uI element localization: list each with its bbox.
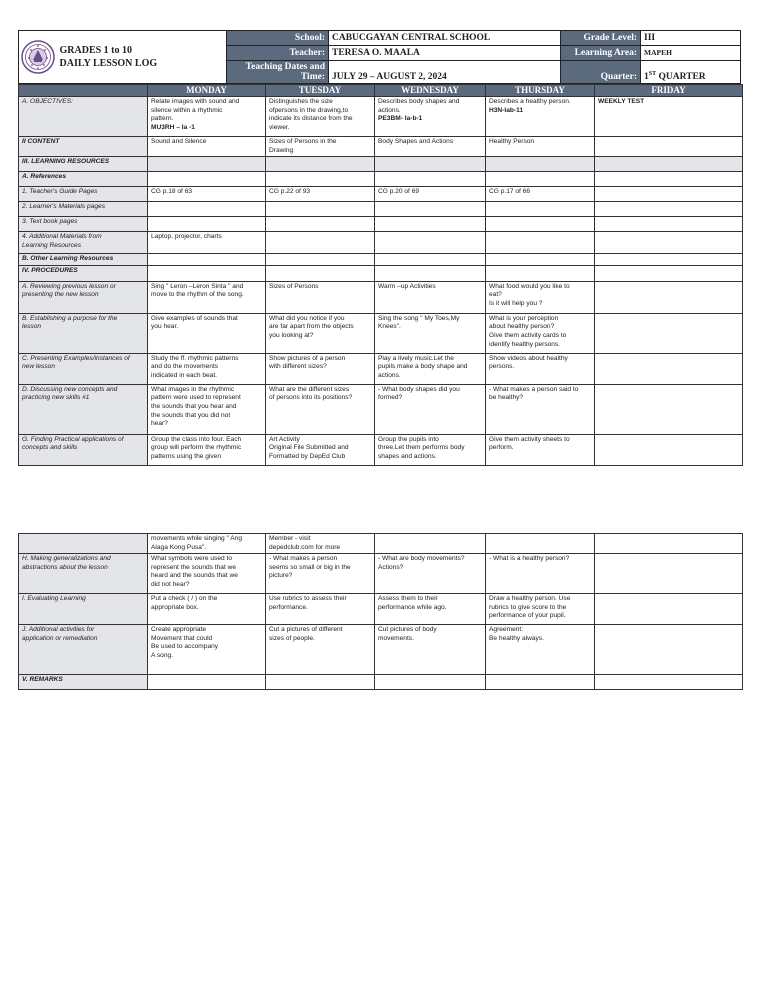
cell-tuesday bbox=[266, 217, 375, 232]
cell-wednesday: CG p.20 of 69 bbox=[375, 187, 486, 202]
row-label: II CONTENT bbox=[19, 137, 148, 157]
teacher-value: TERESA O. MAALA bbox=[329, 46, 561, 61]
row-label: J. Additional activities for application or remediation bbox=[19, 625, 148, 675]
cell-friday bbox=[595, 675, 743, 690]
cell-wednesday bbox=[375, 157, 486, 172]
cell-tuesday: Member - visit depedclub.com for more bbox=[266, 534, 375, 554]
row-label: V. REMARKS bbox=[19, 675, 148, 690]
cell-thursday bbox=[486, 157, 595, 172]
cell-monday: Create appropriate Movement that could Be used to accompany A song. bbox=[148, 625, 266, 675]
table-row bbox=[19, 534, 743, 554]
row-label: IV. PROCEDURES bbox=[19, 265, 148, 281]
cell-tuesday: Distinguishes the size ofpersons in the drawing,to indicate its distance from the viewer. bbox=[266, 97, 375, 137]
row-label: G. Finding Practical applications of concepts and skills bbox=[19, 434, 148, 465]
cell-friday bbox=[595, 625, 743, 675]
cell-friday bbox=[595, 434, 743, 465]
table-row bbox=[19, 157, 743, 172]
cell-thursday bbox=[486, 172, 595, 187]
cell-thursday: Healthy Person bbox=[486, 137, 595, 157]
grade-label: Grade Level: bbox=[561, 31, 641, 46]
cell-thursday: Show videos about healthy persons. bbox=[486, 353, 595, 384]
title-line-2: DAILY LESSON LOG bbox=[59, 58, 158, 69]
title-line-1: GRADES 1 to 10 bbox=[59, 45, 133, 56]
cell-tuesday bbox=[266, 202, 375, 217]
document-title bbox=[57, 31, 227, 84]
school-label: School: bbox=[227, 31, 329, 46]
table-row bbox=[19, 554, 743, 594]
cell-wednesday: Warm –up Activities bbox=[375, 281, 486, 313]
cell-tuesday bbox=[266, 232, 375, 254]
table-row bbox=[19, 202, 743, 217]
cell-thursday bbox=[486, 534, 595, 554]
cell-friday bbox=[595, 594, 743, 625]
dates-label: Teaching Dates and Time: bbox=[227, 61, 329, 84]
cell-tuesday bbox=[266, 157, 375, 172]
table-row bbox=[19, 384, 743, 434]
table-row bbox=[19, 434, 743, 465]
cell-monday bbox=[148, 254, 266, 266]
cell-friday bbox=[595, 353, 743, 384]
cell-wednesday: Body Shapes and Actions bbox=[375, 137, 486, 157]
cell-monday: Put a check ( / ) on the appropriate box. bbox=[148, 594, 266, 625]
row-label: A. OBJECTIVES: bbox=[19, 97, 148, 137]
cell-friday: WEEKLY TEST bbox=[595, 97, 743, 137]
cell-friday bbox=[595, 202, 743, 217]
deped-seal-logo bbox=[19, 31, 57, 84]
row-label: 4. Additional Materials from Learning Resources bbox=[19, 232, 148, 254]
cell-monday: What images in the rhythmic pattern were used to represent the sounds that you hear and the sounds that you did not hear? bbox=[148, 384, 266, 434]
cell-wednesday: Play a lively music.Let the pupils make a body shape and actions. bbox=[375, 353, 486, 384]
row-label: III. LEARNING RESOURCES bbox=[19, 157, 148, 172]
cell-tuesday: CG p.22 of 93 bbox=[266, 187, 375, 202]
cell-wednesday bbox=[375, 217, 486, 232]
row-label: A. References bbox=[19, 172, 148, 187]
cell-tuesday: Sizes of Persons in the Drawing bbox=[266, 137, 375, 157]
table-row bbox=[19, 625, 743, 675]
cell-thursday: Give them activity sheets to perform. bbox=[486, 434, 595, 465]
cell-wednesday bbox=[375, 232, 486, 254]
seal-icon bbox=[21, 37, 55, 77]
cell-tuesday: What did you notice if you are far apart from the objects you looking at? bbox=[266, 313, 375, 353]
table-row bbox=[19, 675, 743, 690]
cell-monday: What symbols were used to represent the sounds that we heard and the sounds that we did not hear? bbox=[148, 554, 266, 594]
cell-monday bbox=[148, 217, 266, 232]
lesson-log-table-continued bbox=[18, 533, 743, 690]
table-row bbox=[19, 232, 743, 254]
quarter-label: Quarter: bbox=[561, 61, 641, 84]
table-row bbox=[19, 137, 743, 157]
cell-tuesday: What are the different sizes of persons into its positions? bbox=[266, 384, 375, 434]
cell-wednesday: Cut pictures of body movements. bbox=[375, 625, 486, 675]
row-label: 3. Text book pages bbox=[19, 217, 148, 232]
cell-tuesday bbox=[266, 265, 375, 281]
cell-thursday: CG p.17 of 66 bbox=[486, 187, 595, 202]
cell-friday bbox=[595, 554, 743, 594]
cell-wednesday bbox=[375, 172, 486, 187]
cell-friday bbox=[595, 254, 743, 266]
day-header-wednesday: WEDNESDAY bbox=[375, 85, 486, 97]
cell-tuesday: - What makes a person seems so small or big in the picture? bbox=[266, 554, 375, 594]
cell-monday bbox=[148, 675, 266, 690]
table-row bbox=[19, 313, 743, 353]
row-label: D. Discussing new concepts and practicing new skills #1 bbox=[19, 384, 148, 434]
cell-wednesday: - What body shapes did you formed? bbox=[375, 384, 486, 434]
cell-wednesday: Group the pupils into three.Let them performs body shapes and actions. bbox=[375, 434, 486, 465]
dates-value: JULY 29 – AUGUST 2, 2024 bbox=[329, 61, 561, 84]
table-row bbox=[19, 217, 743, 232]
cell-friday bbox=[595, 281, 743, 313]
lesson-log-table bbox=[18, 84, 743, 466]
table-row bbox=[19, 187, 743, 202]
row-label: A. Reviewing previous lesson or presenting the new lesson bbox=[19, 281, 148, 313]
cell-thursday bbox=[486, 217, 595, 232]
cell-monday bbox=[148, 157, 266, 172]
cell-tuesday: Art Activity Original File Submitted and Formatted by DepEd Club bbox=[266, 434, 375, 465]
cell-tuesday: Use rubrics to assess their performance. bbox=[266, 594, 375, 625]
cell-monday: movements while singing " Ang Alaga Kong Pusa". bbox=[148, 534, 266, 554]
cell-monday: Sound and Silence bbox=[148, 137, 266, 157]
cell-friday bbox=[595, 187, 743, 202]
cell-thursday: - What is a healthy person? bbox=[486, 554, 595, 594]
cell-wednesday bbox=[375, 202, 486, 217]
cell-tuesday bbox=[266, 254, 375, 266]
table-row bbox=[19, 97, 743, 137]
cell-friday bbox=[595, 157, 743, 172]
day-header-tuesday: TUESDAY bbox=[266, 85, 375, 97]
cell-wednesday bbox=[375, 675, 486, 690]
cell-thursday bbox=[486, 202, 595, 217]
cell-monday bbox=[148, 172, 266, 187]
cell-monday: Group the class into four. Each group will perform the rhythmic patterns using the given bbox=[148, 434, 266, 465]
day-header-row bbox=[19, 85, 743, 97]
row-label: H. Making generalizations and abstractions about the lesson bbox=[19, 554, 148, 594]
cell-thursday: Agreement: Be healthy always. bbox=[486, 625, 595, 675]
day-header-thursday: THURSDAY bbox=[486, 85, 595, 97]
row-label: B. Establishing a purpose for the lesson bbox=[19, 313, 148, 353]
cell-tuesday: Cut a pictures of different sizes of people. bbox=[266, 625, 375, 675]
cell-thursday bbox=[486, 232, 595, 254]
cell-wednesday: Describes body shapes and actions. PE3BM- Ia-b-1 bbox=[375, 97, 486, 137]
row-label: B. Other Learning Resources bbox=[19, 254, 148, 266]
cell-friday bbox=[595, 232, 743, 254]
cell-tuesday bbox=[266, 675, 375, 690]
cell-friday bbox=[595, 217, 743, 232]
header-table bbox=[18, 30, 741, 84]
cell-monday: Sing " Leron –Leron Sinta " and move to the rhythm of the song. bbox=[148, 281, 266, 313]
cell-thursday bbox=[486, 265, 595, 281]
cell-thursday bbox=[486, 254, 595, 266]
table-row bbox=[19, 172, 743, 187]
row-label: 1. Teacher's Guide Pages bbox=[19, 187, 148, 202]
cell-tuesday: Sizes of Persons bbox=[266, 281, 375, 313]
cell-thursday: - What makes a person said to be healthy? bbox=[486, 384, 595, 434]
cell-thursday: Draw a healthy person. Use rubrics to give score to the performance of your pupil. bbox=[486, 594, 595, 625]
day-header-blank bbox=[19, 85, 148, 97]
cell-wednesday bbox=[375, 265, 486, 281]
cell-thursday: Describes a healthy person. H3N-Iab-11 bbox=[486, 97, 595, 137]
cell-wednesday: Sing the song " My Toes,My Knees". bbox=[375, 313, 486, 353]
cell-thursday bbox=[486, 675, 595, 690]
table-row bbox=[19, 594, 743, 625]
table-row bbox=[19, 281, 743, 313]
cell-friday bbox=[595, 313, 743, 353]
learning-area-label: Learning Area: bbox=[561, 46, 641, 61]
cell-wednesday bbox=[375, 254, 486, 266]
cell-friday bbox=[595, 534, 743, 554]
grade-value: III bbox=[641, 31, 741, 46]
cell-wednesday: - What are body movements? Actions? bbox=[375, 554, 486, 594]
cell-thursday: What food would you like to eat? Is it will help you ? bbox=[486, 281, 595, 313]
cell-monday: Laptop, projector, charts bbox=[148, 232, 266, 254]
table-row bbox=[19, 265, 743, 281]
cell-monday: Study the ff. rhythmic patterns and do the movements indicated in each beat. bbox=[148, 353, 266, 384]
teacher-label: Teacher: bbox=[227, 46, 329, 61]
row-label: I. Evaluating Learning bbox=[19, 594, 148, 625]
cell-friday bbox=[595, 172, 743, 187]
cell-wednesday: Assess them to their performance while ago. bbox=[375, 594, 486, 625]
cell-friday bbox=[595, 265, 743, 281]
cell-thursday: What is your perception about healthy person? Give them activity cards to identify healthy persons. bbox=[486, 313, 595, 353]
cell-monday bbox=[148, 202, 266, 217]
row-label: 2. Learner's Materials pages bbox=[19, 202, 148, 217]
cell-friday bbox=[595, 384, 743, 434]
day-header-friday: FRIDAY bbox=[595, 85, 743, 97]
cell-wednesday bbox=[375, 534, 486, 554]
cell-friday bbox=[595, 137, 743, 157]
learning-area-value: MAPEH bbox=[641, 46, 741, 61]
cell-monday: CG p.18 of 63 bbox=[148, 187, 266, 202]
day-header-monday: MONDAY bbox=[148, 85, 266, 97]
cell-tuesday: Show pictures of a person with different sizes? bbox=[266, 353, 375, 384]
cell-monday: Give examples of sounds that you hear. bbox=[148, 313, 266, 353]
cell-monday bbox=[148, 265, 266, 281]
school-value: CABUCGAYAN CENTRAL SCHOOL bbox=[329, 31, 561, 46]
cell-monday: Relate images with sound and silence within a rhythmic pattern. MU3RH – Ia -1 bbox=[148, 97, 266, 137]
quarter-value: 1ST QUARTER bbox=[641, 61, 741, 84]
row-label: C. Presenting Examples/instances of new lesson bbox=[19, 353, 148, 384]
table-row bbox=[19, 353, 743, 384]
table-row bbox=[19, 254, 743, 266]
row-label bbox=[19, 534, 148, 554]
cell-tuesday bbox=[266, 172, 375, 187]
